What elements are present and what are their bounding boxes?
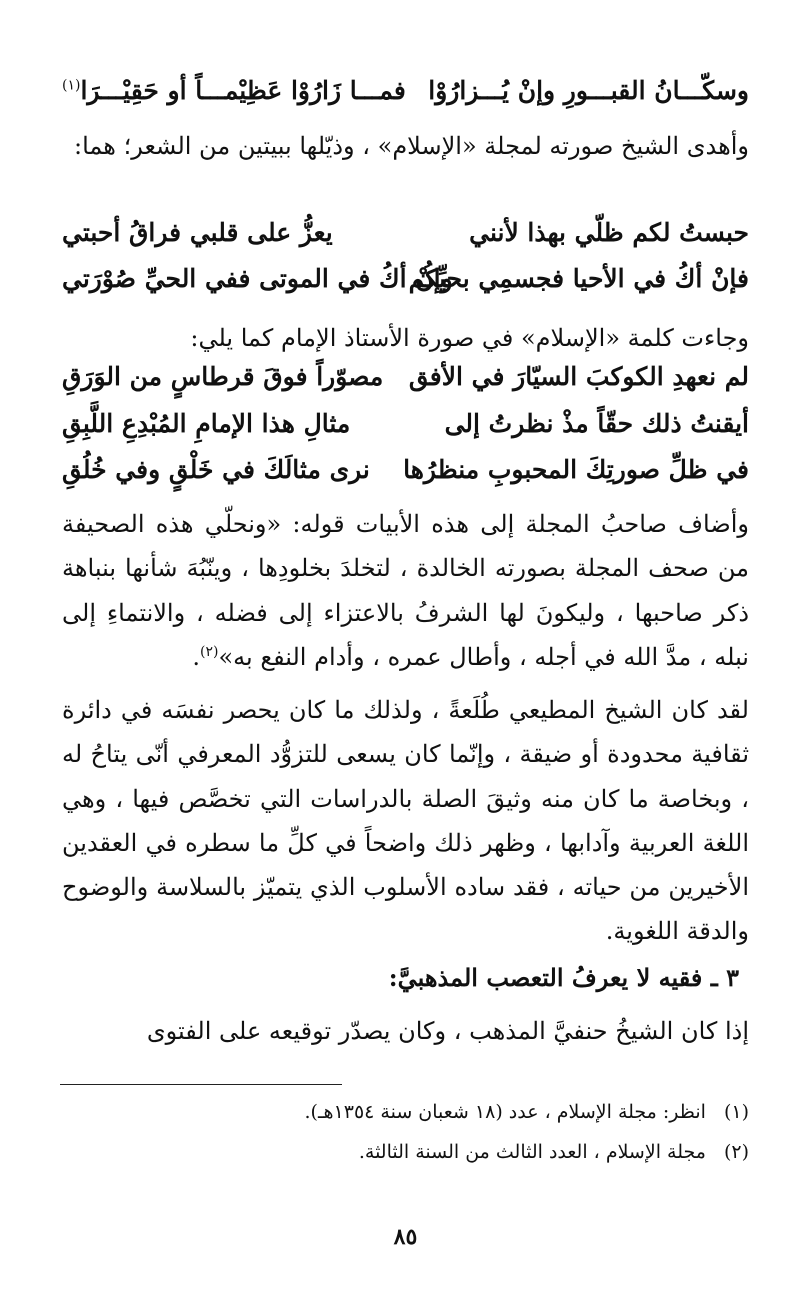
page-number: ٨٥ [393,1224,418,1250]
footnote-text: انظر: مجلة الإسلام ، عدد (١٨ شعبان سنة ١٣٥٤هـ). [304,1101,706,1123]
verse-second-hemistich: وإنْ أكُ في الموتى ففي الحيِّ صُوْرَتي [62,264,453,293]
verse-second-hemistich: يعزُّ على قلبي فراقُ أحبتي [62,218,333,247]
verse-second-hemistich [62,76,406,105]
paragraph: لقد كان الشيخ المطيعي طُلَعةً ، ولذلك ما كان يحصر نفسَه في دائرة ثقافية محدودة أو ضيقة ، وإنّما كان يسعى للتزوُّد المعرفي أنّى يتاحُ له ، وبخاصة ما كان منه وثيقَ الصلة بالدراسات التي تخصَّص فيها ، وهي اللغة العربية وآدابها ، وظهر ذلك واضحاً في كلِّ ما سطره في العقدين الأخيرين من حياته ، فقد ساده الأسلوب الذي يتميّز بالسلاسة والوضوح والدقة اللغوية. [62,696,749,946]
footnote-number: (٢) [723,1141,749,1163]
paragraph: وأضاف صاحبُ المجلة إلى هذه الأبيات قوله: «ونحلّي هذه الصحيفة من صحف المجلة بصورته الخالدة ، لتخلدَ بخلودِها ، وينّبُهَ شأنها بنباهة ذكر صاحبها ، وليكونَ لها الشرفُ بالاعتزاء إلى فضله ، والانتماءِ إلى نبله ، مدَّ الله في أجله ، وأطال عمره ، وأدام النفع به»$^{(٢)}$. [62,510,750,671]
poem-verse [62,409,749,449]
verse-first-hemistich: أيقنتُ ذلك حقّاً مذْ نظرتُ إلى [444,409,749,438]
verse-first-hemistich: في ظلِّ صورتِكَ المحبوبِ منظرُها [403,455,749,484]
verse-first-hemistich: حبستُ لكم ظلّي بهذا لأنني [469,218,749,247]
verse-first-hemistich: لم نعهدِ الكوكبَ السيّارَ في الأفق [408,362,749,391]
footnote-divider [60,1084,342,1085]
footnote-text: مجلة الإسلام ، العدد الثالث من السنة الثالثة. [358,1141,706,1163]
verse-second-hemistich-text: فمـــا زَارُوْا عَظِيْمـــاً أو حَقِيْـــرَا [80,76,406,105]
poem-verse [62,218,749,258]
footnote-marker: (٢) [200,643,219,660]
paragraph: وأهدى الشيخ صورته لمجلة «الإسلام» ، وذيّلها ببيتين من الشعر؛ هما: [74,132,749,160]
paragraph: إذا كان الشيخُ حنفيَّ المذهب ، وكان يصدّر توقيعه على الفتوى [146,1017,749,1045]
footnote-number: (١) [723,1101,749,1123]
poem-verse [62,362,749,402]
verse-first-hemistich: وسكّـــانُ القبـــورِ وإنْ يُـــزارُوْا [428,76,749,105]
verse-second-hemistich: مصوّراً فوقَ قرطاسٍ من الوَرَقِ [62,362,384,391]
footnote [359,1141,749,1163]
footnote-marker: (١) [62,77,81,94]
footnote [305,1101,750,1123]
paragraph-text: وأضاف صاحبُ المجلة إلى هذه الأبيات قوله: «ونحلّي هذه الصحيفة من صحف المجلة بصورته الخالدة ، لتخلدَ بخلودِها ، وينّبُهَ شأنها بنباهة ذكر صاحبها ، وليكونَ لها الشرفُ بالاعتزاء إلى فضله ، والانتماءِ إلى نبله ، مدَّ الله في أجله ، وأطال عمره ، وأدام النفع به» [62,510,750,671]
verse-second-hemistich: نرى مثالَكَ في خَلْقٍ وفي خُلُقِ [62,455,370,484]
poem-verse [62,76,749,116]
paragraph: وجاءت كلمة «الإسلام» في صورة الأستاذ الإمام كما يلي: [190,324,749,352]
section-heading: ٣ ـ فقيه لا يعرفُ التعصب المذهبيَّ: [388,963,739,992]
poem-verse [62,264,749,304]
poem-verse [62,455,749,495]
verse-second-hemistich: مثالِ هذا الإمامِ المُبْدِعِ اللَّبِقِ [62,409,351,438]
verse-first-hemistich: فإنْ أكُ في الأحيا فجسمِي بحيِّكُم [408,264,749,293]
